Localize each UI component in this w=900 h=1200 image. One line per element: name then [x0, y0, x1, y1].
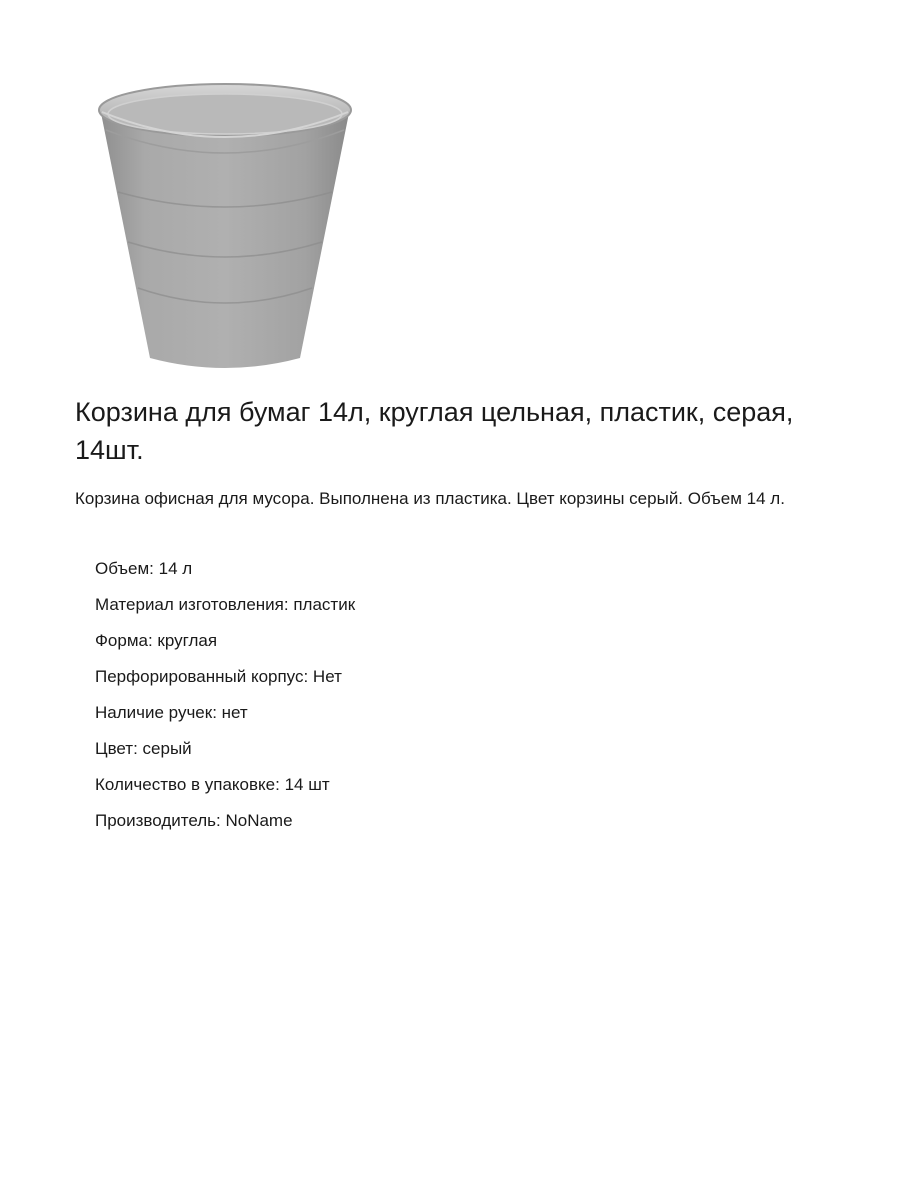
- product-title: Корзина для бумаг 14л, круглая цельная, пластик, серая, 14шт.: [75, 397, 794, 465]
- spec-item-handles: Наличие ручек: нет: [95, 703, 248, 722]
- spec-item-manufacturer: Производитель: NoName: [95, 811, 293, 830]
- spec-item-material: Материал изготовления: пластик: [95, 595, 356, 614]
- product-image: [90, 80, 360, 380]
- spec-item-perforated: Перфорированный корпус: Нет: [95, 667, 342, 686]
- spec-item-color: Цвет: серый: [95, 739, 192, 758]
- wastebasket-icon: [90, 80, 360, 380]
- spec-item-quantity: Количество в упаковке: 14 шт: [95, 775, 330, 794]
- spec-list: [95, 558, 355, 846]
- spec-item-shape: Форма: круглая: [95, 631, 218, 650]
- spec-item-volume: Объем: 14 л: [95, 559, 193, 578]
- product-description: Корзина офисная для мусора. Выполнена из пластика. Цвет корзины серый. Объем 14 л.: [75, 489, 785, 508]
